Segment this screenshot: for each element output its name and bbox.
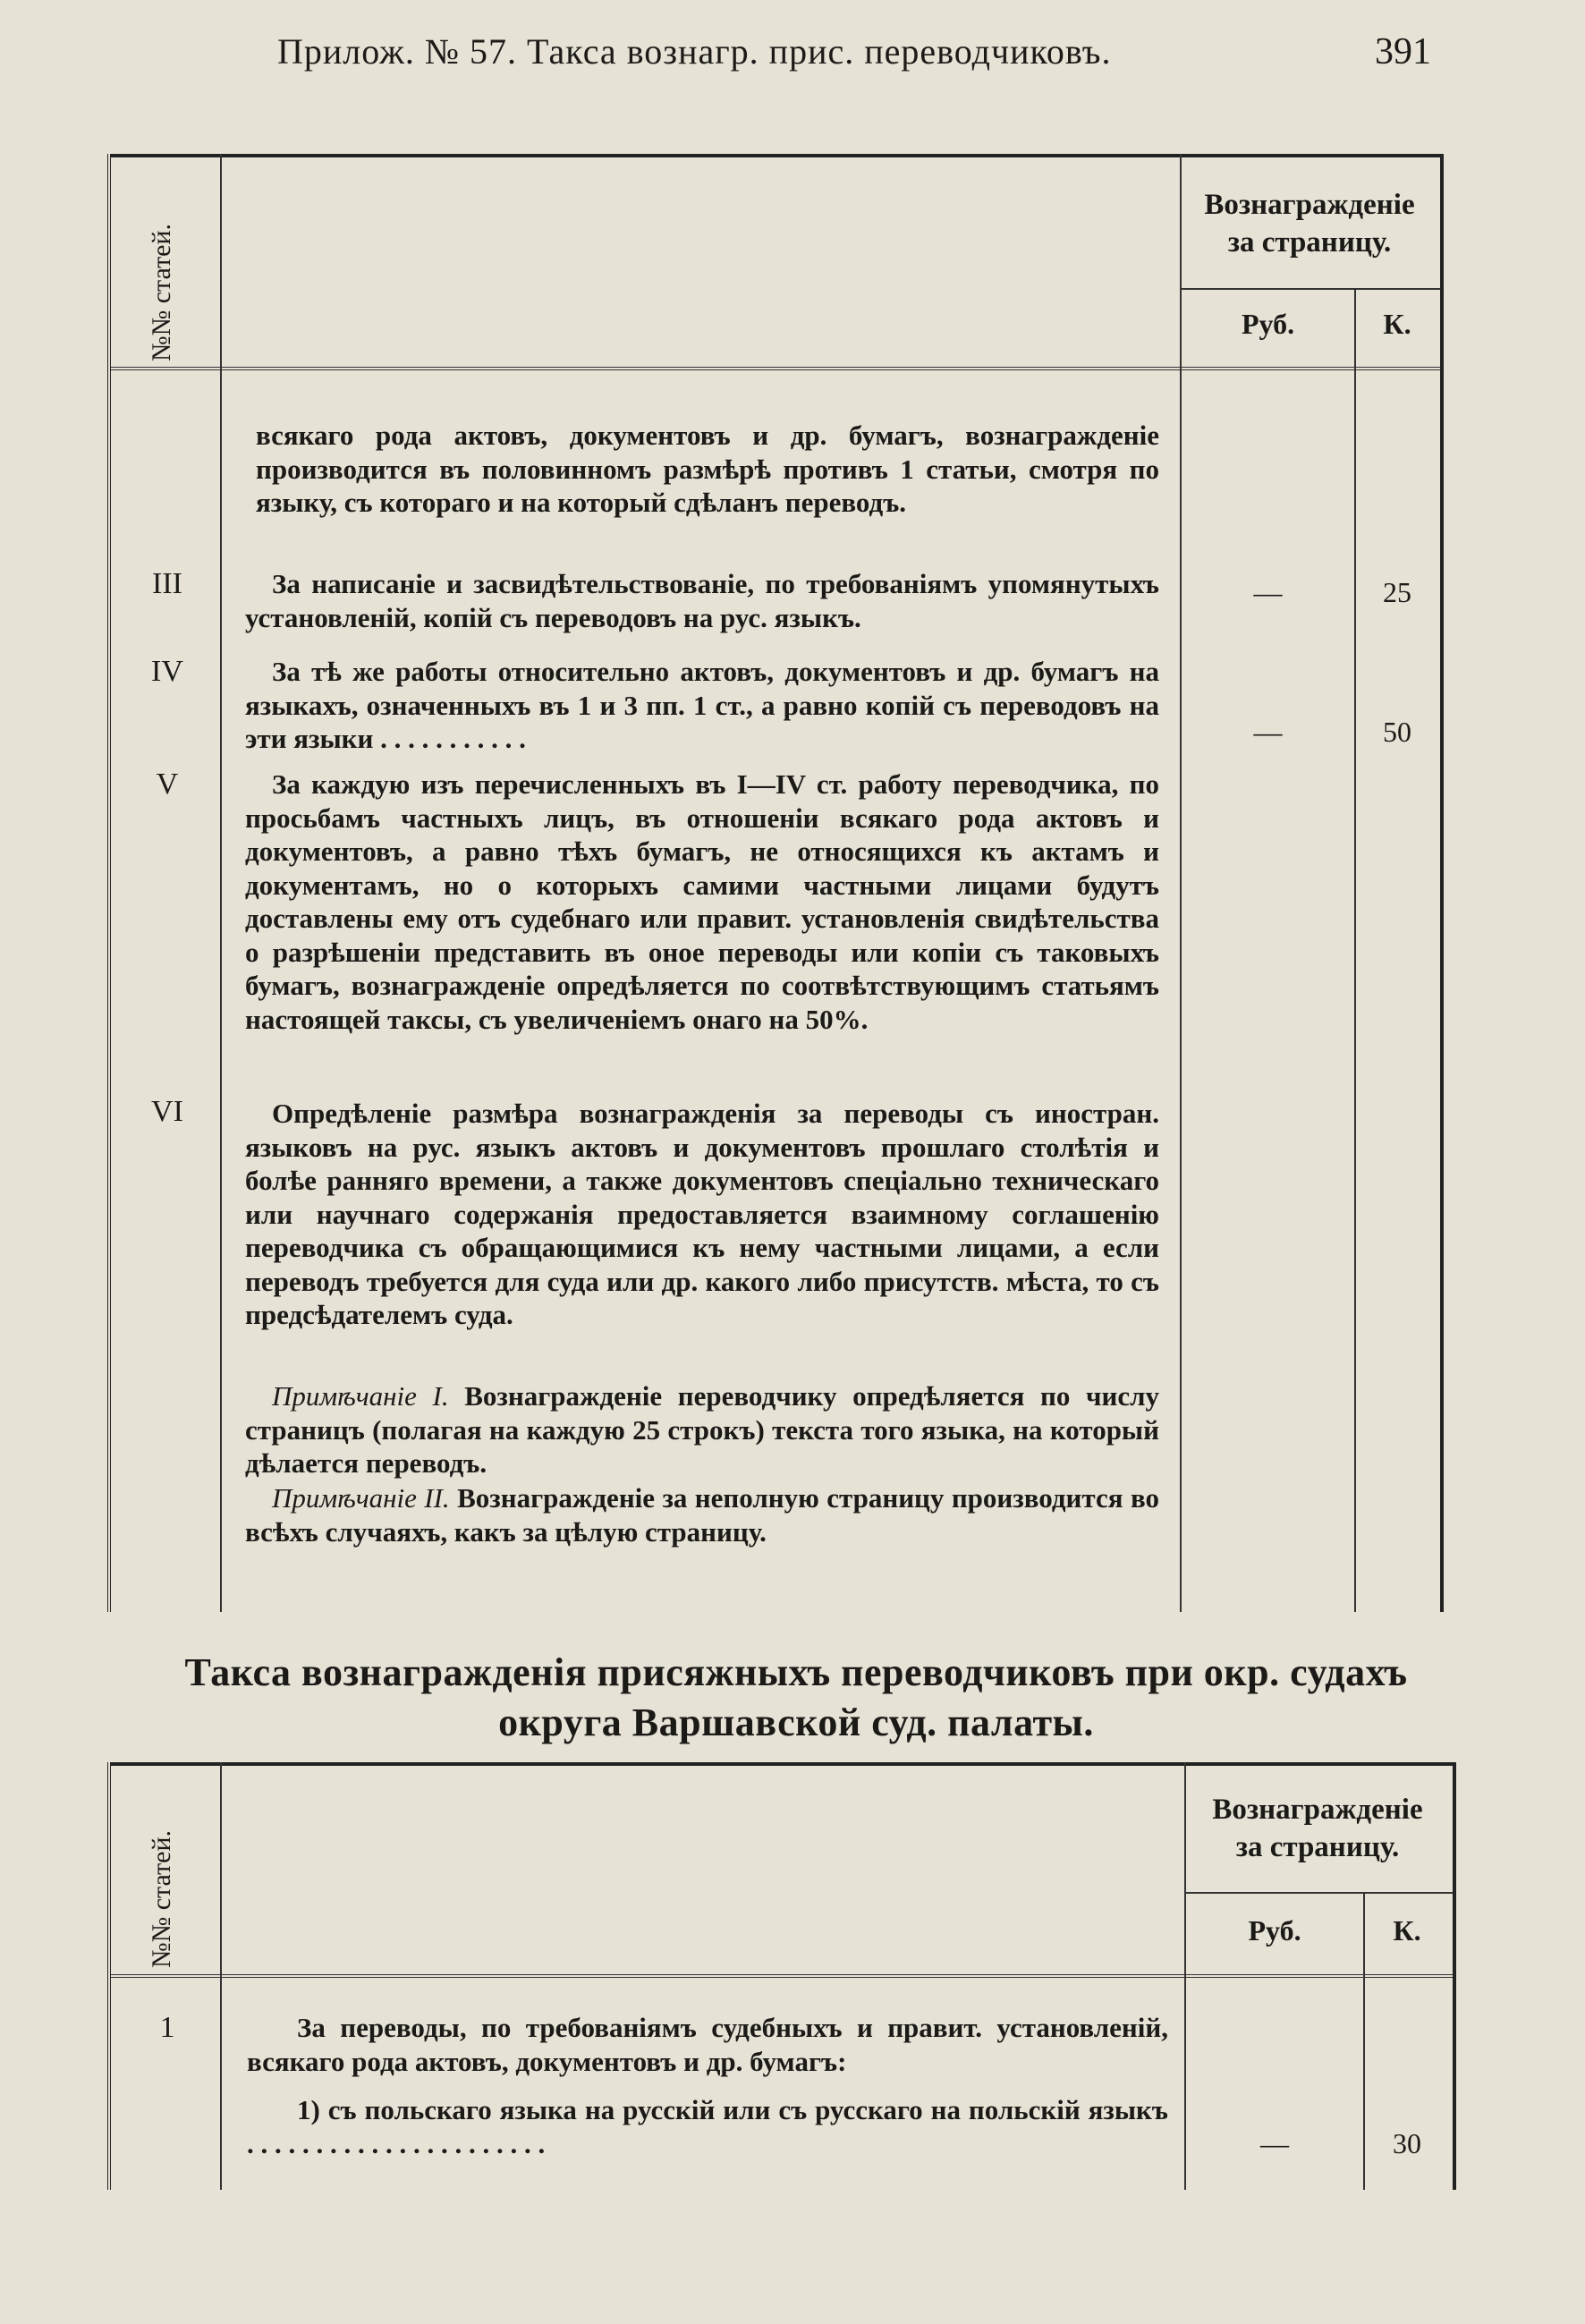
- article-number: V: [156, 768, 179, 801]
- table-row-text: За тѣ же работы относительно актовъ, документовъ и др. бумагъ на языкахъ, означенныхъ въ 1 и 3 пп. 1 ст., а равно копій съ переводовъ на эти языки . . . . . . . . . . .: [245, 656, 1159, 754]
- section-title-line1: Такса вознагражденія присяжныхъ переводчиковъ при окр. судахъ: [184, 1650, 1408, 1694]
- fee-label-line2: за страницу.: [1227, 226, 1392, 259]
- fee-label-line1: Вознагражденіе: [1212, 1794, 1423, 1826]
- fee-kopecks: 30: [1393, 2127, 1421, 2159]
- table-row-text: всякаго рода актовъ, документовъ и др. бумагъ, вознагражденіе производится въ половинномъ размѣрѣ противъ 1 статьи, смотря по языку, съ котораго и на который сдѣланъ переводъ.: [256, 420, 1159, 518]
- table-row-text: 1) съ польскаго языка на русскій или съ русскаго на польскій языкъ . . . . . . . . . . . . . . . . . . . . . .: [247, 2094, 1168, 2159]
- column-header-fee: [1182, 186, 1437, 261]
- fee-kopecks: 25: [1383, 576, 1411, 608]
- article-number: III: [152, 567, 182, 600]
- column-header-number: №№ статей.: [147, 223, 176, 361]
- table-note: [245, 1481, 1159, 1548]
- note-text: Вознагражденіе переводчику опредѣляется по числу страницъ (полагая на каждую 25 строкъ) текста того языка, на который дѣлается переводъ.: [245, 1380, 1159, 1479]
- column-divider: [1354, 288, 1356, 1612]
- table-row-text: За написаніе и засвидѣтельствованіе, по требованіямъ упомянутыхъ установленій, копій съ переводовъ на рус. языкъ.: [245, 568, 1159, 633]
- note-text: Вознагражденіе за неполную страницу производится во всѣхъ случаяхъ, какъ за цѣлую страницу.: [245, 1482, 1159, 1548]
- header-subrule: [1184, 1892, 1453, 1894]
- table-row-text: За каждую изъ перечисленныхъ въ I—IV ст. работу переводчика, по просьбамъ частныхъ лицъ, въ отношеніи всякаго рода актовъ и документовъ, а равно тѣхъ бумагъ, не относящихся къ актамъ и документамъ, но о которыхъ самими частными лицами будутъ доставлены ему отъ судебнаго или правит. установленія свидѣтельства о разрѣшеніи представить въ оное переводы или копіи съ таковыхъ бумагъ, вознагражденіе опредѣляется по соотвѣтствующимъ статьямъ настоящей таксы, съ увеличеніемъ онаго на 50%.: [245, 768, 1159, 1035]
- fee-rubles: —: [1253, 716, 1283, 748]
- fee-label-line2: за страницу.: [1235, 1831, 1400, 1863]
- article-number: 1: [159, 2011, 175, 2044]
- header-subrule: [1180, 288, 1440, 290]
- table-top-rule: [111, 154, 1440, 157]
- note-label: Примѣчаніе I.: [272, 1380, 449, 1412]
- table-top-rule: [111, 1762, 1453, 1766]
- fee-kopecks: 50: [1383, 716, 1411, 748]
- column-divider: [1180, 154, 1182, 1612]
- article-number: IV: [151, 655, 183, 688]
- fee-table-1: [107, 154, 1444, 1612]
- column-header-fee: [1186, 1791, 1449, 1866]
- fee-rubles: —: [1260, 2127, 1289, 2159]
- fee-rubles: —: [1253, 576, 1283, 608]
- column-divider: [220, 154, 222, 1612]
- section-title: [89, 1648, 1503, 1748]
- note-label: Примѣчаніе II.: [272, 1482, 450, 1514]
- column-header-rubles: Руб.: [1241, 308, 1295, 340]
- header-rule: [111, 1974, 1453, 1978]
- article-number: VI: [151, 1095, 183, 1128]
- page-number: 391: [1375, 31, 1431, 72]
- running-header: [277, 30, 1431, 84]
- column-header-number: №№ статей.: [147, 1829, 176, 1968]
- column-header-kopecks: К.: [1383, 308, 1411, 340]
- table-row-text: За переводы, по требованіямъ судебныхъ и правит. установленій, всякаго рода актовъ, документовъ и др. бумагъ:: [247, 2012, 1168, 2077]
- column-header-rubles: Руб.: [1248, 1914, 1301, 1947]
- header-rule: [111, 367, 1440, 370]
- table-row-text: Опредѣленіе размѣра вознагражденія за переводы съ иностран. языковъ на рус. языкъ актовъ и документовъ прошлаго столѣтія и болѣе ранняго времени, а также документовъ спеціально техническаго или научнаго содержанія предоставляется взаимному соглашенію переводчика съ обращающимися къ нему частными лицами, а если переводъ требуется для суда или др. какого либо присутств. мѣста, то съ предсѣдателемъ суда.: [245, 1098, 1159, 1330]
- table-note: [245, 1379, 1159, 1480]
- fee-label-line1: Вознагражденіе: [1204, 189, 1415, 221]
- fee-table-2: [107, 1762, 1456, 2190]
- running-title: Прилож. № 57. Такса вознагр. прис. переводчиковъ.: [277, 31, 1112, 72]
- column-header-kopecks: К.: [1393, 1914, 1421, 1947]
- section-title-line2: округа Варшавской суд. палаты.: [498, 1701, 1094, 1744]
